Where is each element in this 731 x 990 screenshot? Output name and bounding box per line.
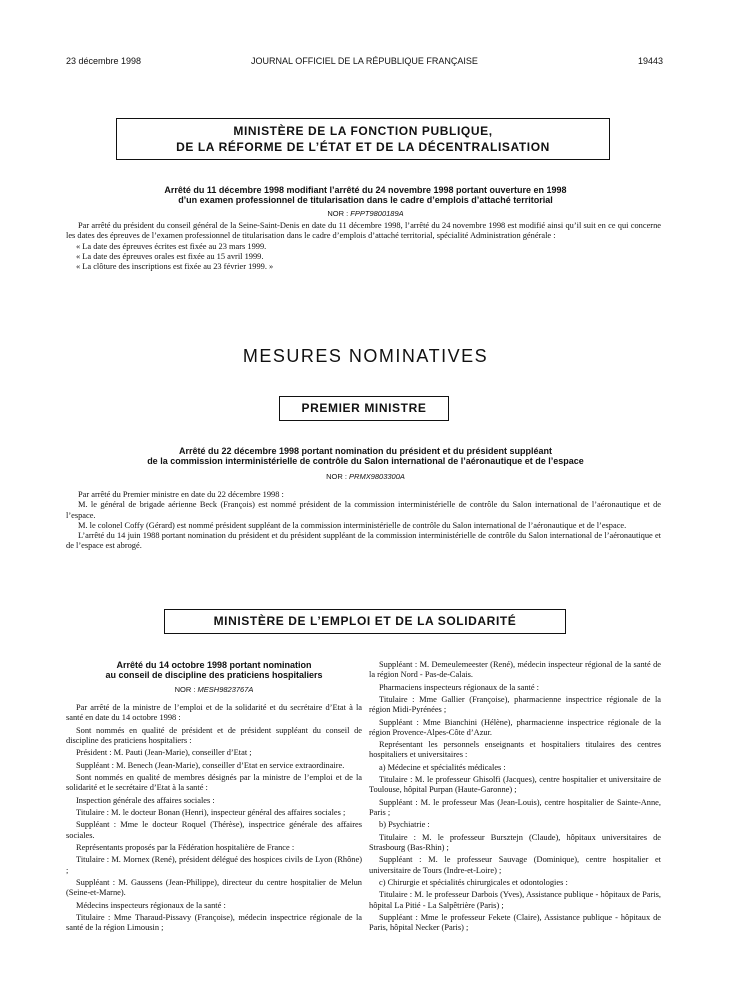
paragraph: Inspection générale des affaires sociales : (76, 795, 215, 805)
paragraph: L’arrêté du 14 juin 1988 portant nomination du président et du président suppléant de la commission interministérielle de contrôle du Salon international de l’aéronautique et de l’espace est abrogé. (66, 531, 661, 551)
arrete-3-left-column (66, 703, 362, 936)
paragraph: Médecins inspecteurs régionaux de la santé : (76, 900, 226, 910)
paragraph: Suppléant : M. le professeur Sauvage (Dominique), centre hospitalier et universitaire de Tours (Indre-et-Loire) ; (369, 855, 661, 875)
ministry-2-title: PREMIER MINISTRE (301, 401, 427, 415)
paragraph: Suppléant : Mme le professeur Fekete (Claire), Assistance publique - hôpitaux de Paris, hôpital Necker (Paris) ; (369, 912, 661, 933)
paragraph: Suppléant : M. le professeur Mas (Jean-Louis), centre hospitalier de Sainte-Anne, Paris ; (369, 797, 661, 817)
nor-code: MESH9823767A (197, 685, 254, 694)
paragraph: Par arrêté du Premier ministre en date du 22 décembre 1998 : (78, 490, 284, 499)
paragraph: « La date des épreuves écrites est fixée au 23 mars 1999. (76, 241, 267, 251)
paragraph: Par arrêté du président du conseil général de la Seine-Saint-Denis en date du 11 décembre 1998, l’arrêté du 24 novembre 1998 est modifié ainsi qu’il suit en ce qui concerne les dates des épreuves de l’examen professionnel de titularisation dans le cadre d’emplois d’attaché territorial, spécialité Administration générale : (66, 221, 661, 241)
paragraph: Représentants proposés par la Fédération hospitalière de France : (76, 842, 295, 852)
paragraph: b) Psychiatrie : (379, 820, 430, 830)
paragraph: Président : M. Pauti (Jean-Marie), conseiller d’Etat ; (76, 748, 252, 758)
arrete-3-title-line2: au conseil de discipline des praticiens hospitaliers (105, 670, 323, 680)
paragraph: Suppléant : M. Benech (Jean-Marie), conseiller d’Etat en service extraordinaire. (76, 760, 345, 770)
page-header (66, 56, 663, 70)
arrete-1-title-line1: Arrêté du 11 décembre 1998 modifiant l’arrêté du 24 novembre 1998 portant ouverture en 1998 (164, 185, 567, 195)
paragraph: Titulaire : M. le professeur Ghisolfi (Jacques), centre hospitalier et universitaire de Toulouse, hôpital Purpan (Haute-Garonne) ; (369, 775, 661, 795)
paragraph: Suppléant : Mme Bianchini (Hélène), pharmacienne inspectrice régionale de la région Provence-Alpes-Côte d’Azur. (369, 717, 661, 737)
arrete-1-nor (0, 209, 731, 218)
paragraph: M. le général de brigade aérienne Beck (François) est nommé président de la commission interministérielle de contrôle du Salon international de l’aéronautique et de l’espace. (66, 500, 661, 520)
paragraph: Titulaire : M. Mornex (René), président délégué des hospices civils de Lyon (Rhône) ; (66, 855, 362, 875)
paragraph: Suppléant : M. Demeulemeester (René), médecin inspecteur régional de la santé de la région Nord - Pas-de-Calais. (369, 660, 661, 680)
ministere-emploi-solidarite-box (164, 609, 566, 634)
paragraph: Titulaire : M. le professeur Bursztejn (Claude), hôpitaux universitaires de Strasbourg (Bas-Rhin) ; (369, 832, 661, 852)
arrete-2-title-line1: Arrêté du 22 décembre 1998 portant nomination du président et du président suppléant (178, 446, 553, 456)
ministry-title-line1: MINISTÈRE DE LA FONCTION PUBLIQUE, (233, 124, 493, 138)
arrete-2-nor (0, 472, 731, 481)
arrete-3-title-line1: Arrêté du 14 octobre 1998 portant nomination (116, 660, 312, 670)
header-date: 23 décembre 1998 (66, 56, 142, 66)
arrete-2-title (60, 446, 671, 466)
paragraph: Suppléant : Mme le docteur Roquel (Thérèse), inspectrice générale des affaires sociales. (66, 820, 362, 840)
nor-label: NOR : (327, 209, 349, 218)
header-page-number: 19443 (637, 56, 663, 66)
premier-ministre-box (279, 396, 449, 421)
nor-label: NOR : (174, 685, 196, 694)
arrete-3-title (66, 660, 362, 680)
paragraph: Titulaire : Mme Tharaud-Pissavy (Françoise), médecin inspectrice régionale de la santé de la région Limousin ; (66, 912, 362, 933)
paragraph: « La date des épreuves orales est fixée au 15 avril 1999. (76, 251, 264, 261)
arrete-2-title-line2: de la commission interministérielle de contrôle du Salon international de l’aéronautique et de l’espace (147, 456, 584, 466)
nor-code: PRMX9803300A (349, 472, 405, 481)
paragraph: « La clôture des inscriptions est fixée au 23 février 1999. » (76, 262, 274, 272)
ministry-3-title: MINISTÈRE DE L’EMPLOI ET DE LA SOLIDARITÉ (213, 614, 517, 628)
header-journal-title: JOURNAL OFFICIEL DE LA RÉPUBLIQUE FRANÇAISE (251, 56, 478, 66)
arrete-1-title (70, 185, 661, 205)
arrete-2-body (66, 490, 661, 552)
arrete-3-right-column (369, 660, 661, 936)
paragraph: Sont nommés en qualité de président et de président suppléant du conseil de discipline des praticiens hospitaliers : (66, 725, 362, 745)
paragraph: Pharmaciens inspecteurs régionaux de la santé : (379, 682, 540, 692)
ministry-fonction-publique-box (116, 118, 610, 160)
paragraph: Sont nommés en qualité de membres désignés par la ministre de l’emploi et de la solidarité et le secrétaire d’Etat à la santé : (66, 772, 362, 793)
arrete-1-title-line2: d’un examen professionnel de titularisation dans le cadre d’emplois d’attaché territorial (178, 195, 553, 205)
section-title: MESURES NOMINATIVES (242, 346, 489, 366)
nor-code: FPPT9800189A (350, 209, 404, 218)
ministry-title-line2: DE LA RÉFORME DE L’ÉTAT ET DE LA DÉCENTRALISATION (176, 140, 550, 154)
paragraph: Titulaire : M. le professeur Darbois (Yves), Assistance publique - hôpitaux de Paris, hôpital La Pitié - La Salpêtrière (Paris) ; (369, 890, 661, 910)
paragraph: M. le colonel Coffy (Gérard) est nommé président suppléant de la commission interministérielle de contrôle du Salon international de l’aéronautique et de l’espace. (78, 520, 627, 530)
nor-label: NOR : (326, 472, 347, 481)
paragraph: Titulaire : Mme Gallier (Françoise), pharmacienne inspectrice régionale de la région Midi-Pyrénées ; (369, 694, 661, 715)
paragraph: Titulaire : M. le docteur Bonan (Henri), inspecteur général des affaires sociales ; (76, 807, 346, 817)
paragraph: a) Médecine et spécialités médicales : (379, 762, 506, 772)
paragraph: Représentant les personnels enseignants et hospitaliers titulaires des centres hospitaliers et universitaires : (369, 740, 661, 760)
paragraph: Par arrêté de la ministre de l’emploi et de la solidarité et du secrétaire d’Etat à la santé en date du 14 octobre 1998 : (66, 703, 362, 723)
arrete-1-body (66, 221, 661, 272)
paragraph: Suppléant : M. Gaussens (Jean-Philippe), directeur du centre hospitalier de Melun (Seine-et-Marne). (66, 877, 362, 898)
paragraph: c) Chirurgie et spécialités chirurgicales et odontologies : (379, 877, 568, 887)
arrete-3-nor (66, 685, 362, 694)
